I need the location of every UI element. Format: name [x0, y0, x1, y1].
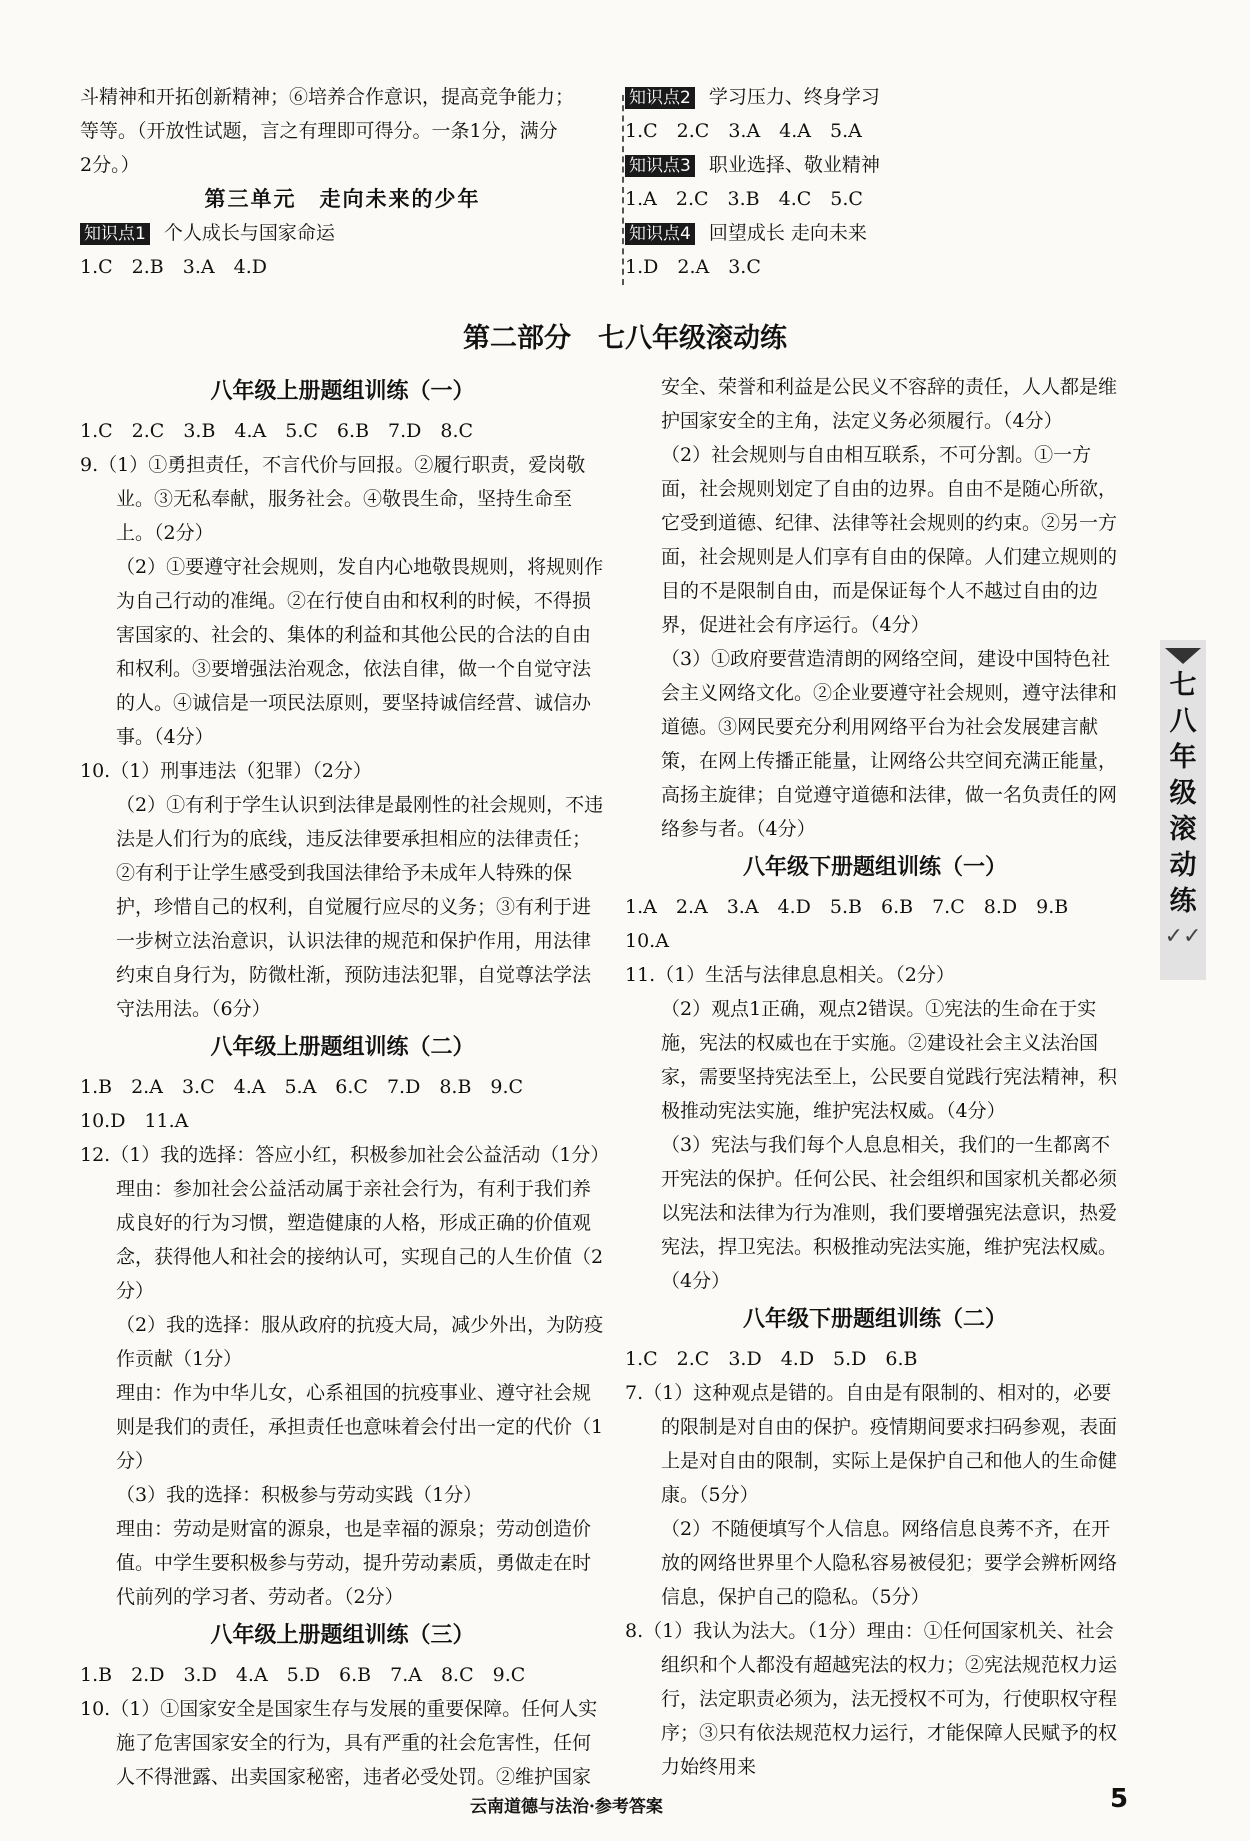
answers-line: 1.C 2.B 3.A 4.D [80, 256, 267, 278]
answers-line: 1.D 2.A 3.C [625, 256, 761, 278]
answers-line: 1.C 2.C 3.B 4.A 5.C 6.B 7.D 8.C [80, 420, 474, 442]
knowledge-point-1 [80, 216, 605, 250]
answers-line: 1.C 2.C 3.D 4.D 5.D 6.B [625, 1348, 918, 1370]
answer-paragraph: （2）不随便填写个人信息。网络信息良莠不齐，在开放的网络世界里个人隐私容易被侵犯；要学会辨析网络信息，保护自己的隐私。（5分） [661, 1518, 1118, 1608]
left-column [80, 370, 610, 1794]
top-right-column [625, 80, 1125, 284]
kp-title: 职业选择、敬业精神 [708, 154, 880, 176]
section-title: 八年级上册题组训练（一） [210, 379, 475, 404]
answers-line: 1.C 2.C 3.A 4.A 5.A [625, 120, 862, 142]
knowledge-point-2 [625, 80, 1125, 114]
check-marks-icon: ✓✓ [1164, 924, 1202, 949]
answer-paragraph: 8.（1）我认为法大。（1分）理由：①任何国家机关、社会组织和个人都没有超越宪法的权力；②宪法规范权力运行，法定职责必须为，法无授权不可为，行使职权守程序；③只有依法规范权力运行，才能保障人民赋予的权力始终用来 [625, 1620, 1118, 1778]
top-left-column [80, 80, 605, 284]
section-title: 八年级上册题组训练（三） [210, 1623, 475, 1648]
answer-paragraph: （2）①要遵守社会规则，发自内心地敬畏规则，将规则作为自己行动的准绳。②在行使自由和权利的时候，不得损害国家的、社会的、集体的利益和其他公民的合法的自由和权利。③要增强法治观念，依法自律，做一个自觉守法的人。④诚信是一项民法原则，要坚持诚信经营、诚信办事。（4分） [116, 556, 604, 748]
section-title: 八年级下册题组训练（一） [742, 855, 1007, 880]
side-tab [1160, 640, 1206, 980]
kp-tag: 知识点2 [625, 87, 695, 109]
text-line: 等等。（开放性试题，言之有理即可得分。一条1分，满分 [80, 120, 558, 142]
footer-text: 云南道德与法治·参考答案 [470, 1797, 663, 1817]
right-column [625, 370, 1125, 1784]
kp-tag: 知识点3 [625, 155, 695, 177]
section-title: 八年级上册题组训练（二） [210, 1035, 475, 1060]
knowledge-point-3 [625, 148, 1125, 182]
kp-tag: 知识点4 [625, 223, 695, 245]
answer-paragraph: 7.（1）这种观点是错的。自由是有限制的、相对的，必要的限制是对自由的保护。疫情期间要求扫码参观，表面上是对自由的限制，实际上是保护自己和他人的生命健康。（5分） [625, 1382, 1118, 1506]
kp-title: 个人成长与国家命运 [163, 222, 335, 244]
kp-tag: 知识点1 [80, 223, 150, 245]
answer-paragraph: 11.（1）生活与法律息息相关。（2分） [625, 964, 955, 986]
answers-line: 1.A 2.C 3.B 4.C 5.C [625, 188, 863, 210]
text-line: 斗精神和开拓创新精神；⑥培养合作意识，提高竞争能力； [80, 86, 575, 108]
answers-line: 1.B 2.A 3.C 4.A 5.A 6.C 7.D 8.B 9.C [80, 1076, 524, 1098]
answer-paragraph: 理由：参加社会公益活动属于亲社会行为，有利于我们养成良好的行为习惯，塑造健康的人格，形成正确的价值观念，获得他人和社会的接纳认可，实现自己的人生价值（2分） [116, 1178, 604, 1302]
answer-paragraph: （2）我的选择：服从政府的抗疫大局，减少外出，为防疫作贡献（1分） [116, 1314, 604, 1370]
answer-paragraph: （3）宪法与我们每个人息息相关，我们的一生都离不开宪法的保护。任何公民、社会组织和国家机关都必须以宪法和法律为行为准则，我们要增强宪法意识，热爱宪法，捍卫宪法。积极推动宪法实施，维护宪法权威。（4分） [661, 1134, 1118, 1292]
answer-paragraph: 10.（1）刑事违法（犯罪）（2分） [80, 760, 372, 782]
answer-paragraph: （3）①政府要营造清朗的网络空间，建设中国特色社会主义网络文化。②企业要遵守社会规则，遵守法律和道德。③网民要充分利用网络平台为社会发展建言献策，在网上传播正能量，让网络公共空间充满正能量，高扬主旋律；自觉遵守道德和法律，做一名负责任的网络参与者。（4分） [661, 648, 1118, 840]
answer-paragraph: （2）①有利于学生认识到法律是最刚性的社会规则，不违法是人们行为的底线，违反法律要承担相应的法律责任；②有利于让学生感受到我国法律给予未成年人特殊的保护，珍惜自己的权利，自觉履行应尽的义务；③有利于进一步树立法治意识，认识法律的规范和保护作用，用法律约束自身行为，防微杜渐，预防违法犯罪，自觉尊法学法守法用法。（6分） [116, 794, 604, 1020]
answer-paragraph: 安全、荣誉和利益是公民义不容辞的责任，人人都是维护国家安全的主角，法定义务必须履行。（4分） [661, 376, 1118, 432]
answer-paragraph: （3）我的选择：积极参与劳动实践（1分） [116, 1484, 483, 1506]
answers-line: 1.B 2.D 3.D 4.A 5.D 6.B 7.A 8.C 9.C [80, 1664, 526, 1686]
answer-paragraph: （2）社会规则与自由相互联系，不可分割。①一方面，社会规则划定了自由的边界。自由不是随心所欲，它受到道德、纪律、法律等社会规则的约束。②另一方面，社会规则是人们享有自由的保障。人们建立规则的目的不是限制自由，而是保证每个人不越过自由的边界，促进社会有序运行。（4分） [661, 444, 1118, 636]
answer-paragraph: （2）观点1正确，观点2错误。①宪法的生命在于实施，宪法的权威也在于实施。②建设社会主义法治国家，需要坚持宪法至上，公民要自觉践行宪法精神，积极推动宪法实施，维护宪法权威。（4分） [661, 998, 1118, 1122]
side-tab-label: 七八年级滚动练 [1169, 670, 1197, 917]
answers-line: 10.A [625, 930, 669, 952]
knowledge-point-4 [625, 216, 1125, 250]
column-divider [622, 95, 624, 285]
answers-line: 1.A 2.A 3.A 4.D 5.B 6.B 7.C 8.D 9.B [625, 896, 1069, 918]
answers-line: 10.D 11.A [80, 1110, 189, 1132]
part-title: 第二部分 七八年级滚动练 [463, 323, 787, 354]
kp-title: 回望成长 走向未来 [708, 222, 867, 244]
kp-title: 学习压力、终身学习 [708, 86, 880, 108]
text-line: 2分。） [80, 154, 140, 176]
section-title: 八年级下册题组训练（二） [742, 1307, 1007, 1332]
unit-title: 第三单元 走向未来的少年 [204, 186, 481, 211]
triangle-down-icon [1165, 648, 1201, 664]
answer-paragraph: 理由：作为中华儿女，心系祖国的抗疫事业、遵守社会规则是我们的责任，承担责任也意味着会付出一定的代价（1分） [116, 1382, 604, 1472]
answer-paragraph: 12.（1）我的选择：答应小红，积极参加社会公益活动（1分） [80, 1144, 610, 1166]
answer-paragraph: 9.（1）①勇担责任，不言代价与回报。②履行职责，爱岗敬业。③无私奉献，服务社会。④敬畏生命，坚持生命至上。（2分） [80, 454, 586, 544]
answer-paragraph: 10.（1）①国家安全是国家生存与发展的重要保障。任何人实施了危害国家安全的行为，具有严重的社会危害性，任何人不得泄露、出卖国家秘密，违者必受处罚。②维护国家 [80, 1698, 598, 1788]
page-number: 5 [1110, 1784, 1129, 1814]
answer-paragraph: 理由：劳动是财富的源泉，也是幸福的源泉；劳动创造价值。中学生要积极参与劳动，提升劳动素质，勇做走在时代前列的学习者、劳动者。（2分） [116, 1518, 592, 1608]
